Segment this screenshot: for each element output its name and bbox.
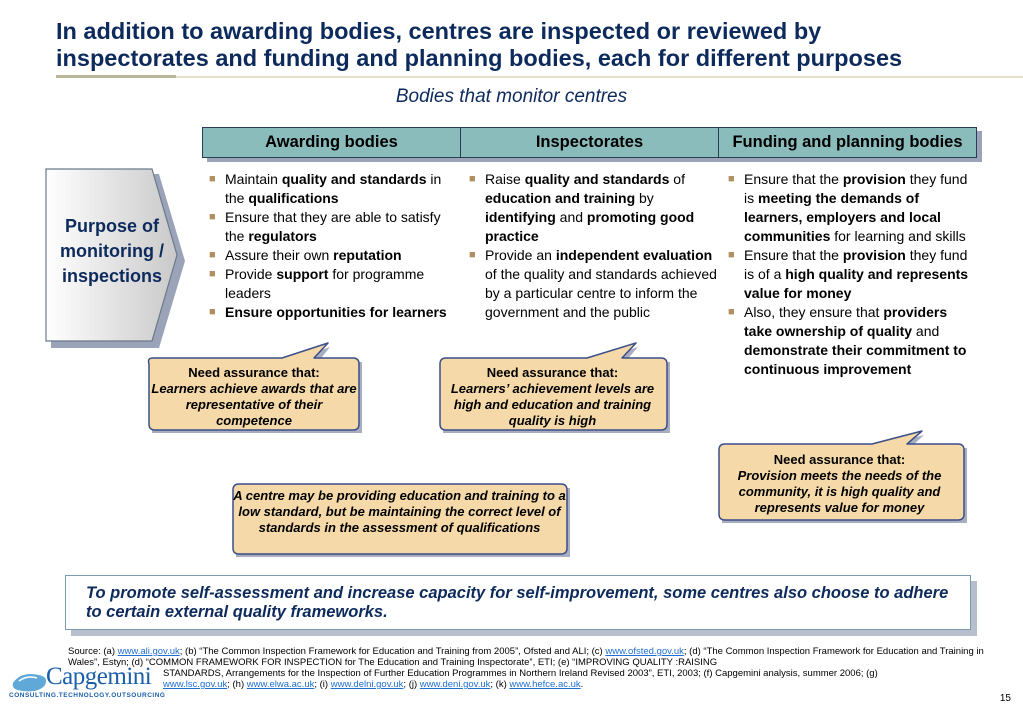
logo-tagline: CONSULTING.TECHNOLOGY.OUTSOURCING [9, 692, 166, 699]
list-item: ■ Provide an independent evaluation of the quality and standards achieved by a particular centre to inform the government and the public [469, 247, 717, 320]
list-item: ■ Assure their own reputation [209, 247, 402, 263]
callout-funding: Need assurance that: Provision meets the needs of the community, it is high quality and represents value for money [737, 452, 942, 515]
link-lsc[interactable]: www.lsc.gov.uk [163, 679, 228, 690]
callout-inspectorates: Need assurance that: Learners’ achievement levels are high and education and training quality is high [450, 365, 655, 428]
link-deni[interactable]: www.deni.gov.uk [419, 679, 491, 690]
link-hefce[interactable]: www.hefce.ac.uk [509, 679, 581, 690]
list-item: ■ Provide support for programme leaders [209, 266, 425, 301]
slide-subtitle: Bodies that monitor centres [395, 86, 628, 107]
list-item: ■ Ensure that the provision they fund is meeting the demands of learners, employers and local communities for learning and skills [728, 171, 968, 244]
source-footnote: Source: (a) www.ali.gov.uk; (b) “The Common Inspection Framework for Education and Training from 2005”, Ofsted and ALI; (c) www.ofsted.gov.uk; (d) “The Common Inspection Framework for Education and Training in Wales”, Estyn; (d) “COMMON FRAMEWORK FOR INSPECTION for The Education and Training Inspectorate”, ETI; (e) “IMPROVING QUALITY :RAISING STANDARDS, Arrangements for the Inspection of Further Education Programmes in Northern Ireland Revised 2003”, ETI, 2003; (f) Capgemini analysis, summer 2006; (g) www.lsc.gov.uk; (h) www.elwa.ac.uk; (i) www.delni.gov.uk; (j) www.deni.gov.uk; (k) www.hefce.ac.uk. [68, 646, 984, 690]
callout-awarding: Need assurance that: Learners achieve awards that are representative of their competence [151, 365, 357, 428]
quality-frameworks-note: To promote self-assessment and increase capacity for self-improvement, some centres also choose to adhere to certain external quality frameworks. [65, 575, 971, 630]
title-line-2: inspectorates and funding and planning bodies, each for different purposes [56, 45, 903, 71]
logo-wordmark: Capgemini [46, 663, 152, 690]
link-delni[interactable]: www.delni.gov.uk [330, 679, 404, 690]
page-number: 15 [999, 693, 1011, 704]
link-elwa[interactable]: www.elwa.ac.uk [246, 679, 315, 690]
list-item: ■ Ensure that the provision they fund is of a high quality and represents value for money [728, 247, 969, 301]
callout-low-standard: A centre may be providing education and training to a low standard, but be maintaining the correct level of standards in the assessment of qualifications [233, 488, 566, 535]
purpose-label: Purpose of monitoring / inspections [60, 216, 164, 286]
header-awarding-bodies: Awarding bodies [202, 127, 461, 158]
list-item: ■ Raise quality and standards of education and training by identifying and promoting good practice [469, 171, 695, 244]
list-item: ■ Also, they ensure that providers take ownership of quality and demonstrate their commitment to continuous improvement [728, 304, 967, 377]
link-ofsted[interactable]: www.ofsted.gov.uk [605, 646, 684, 657]
list-item: ■ Ensure that they are able to satisfy the regulators [209, 209, 441, 244]
header-inspectorates: Inspectorates [461, 127, 719, 158]
header-funding-planning: Funding and planning bodies [719, 127, 977, 158]
title-line-1: In addition to awarding bodies, centres are inspected or reviewed by [56, 18, 822, 44]
list-item: ■ Maintain quality and standards in the qualifications [209, 171, 442, 206]
list-item: ■ Ensure opportunities for learners [209, 304, 447, 320]
link-ali[interactable]: www.ali.gov.uk [117, 646, 180, 657]
